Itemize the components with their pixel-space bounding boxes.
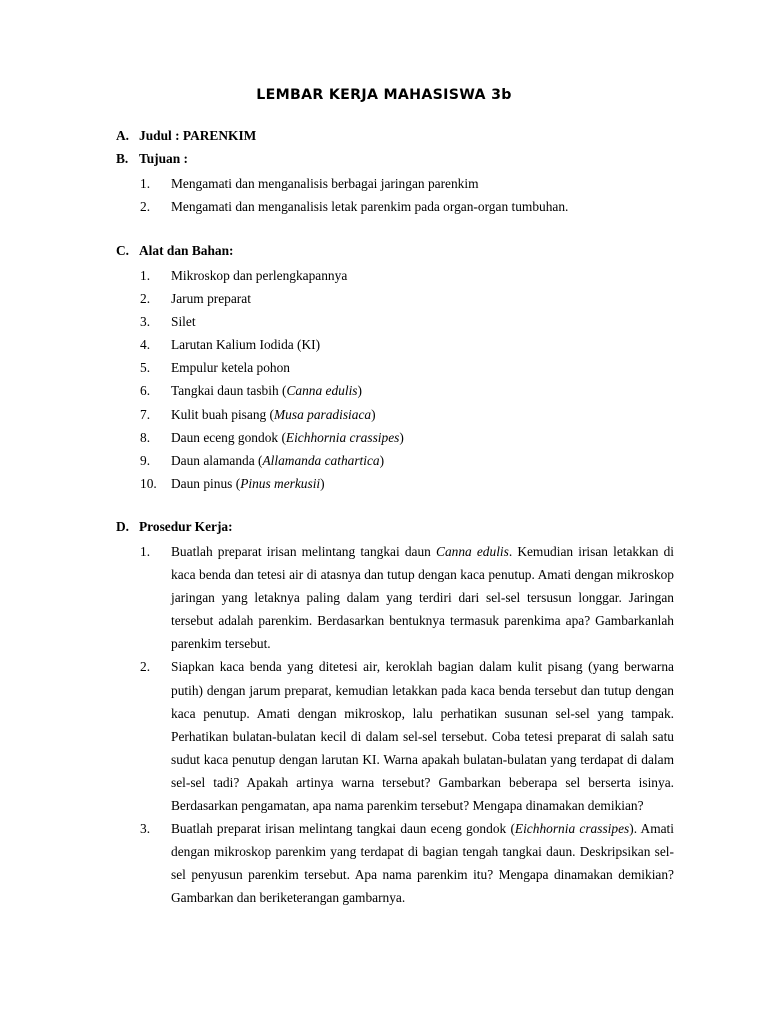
section-d-label: Prosedur Kerja: (139, 519, 233, 534)
section-a-heading (116, 128, 256, 144)
list-item: 4. Larutan Kalium Iodida (KI) (140, 337, 321, 353)
list-item: 3. Silet (140, 314, 196, 330)
list-item: 2. Jarum preparat (140, 291, 251, 307)
list-item: 8. Daun eceng gondok (Eichhornia crassipes) (140, 429, 404, 445)
section-a-letter: A. (116, 128, 130, 143)
tujuan-list (140, 172, 568, 218)
list-item: 9. Daun alamanda (Allamanda cathartica) (140, 452, 385, 468)
list-item: 7. Kulit buah pisang (Musa paradisiaca) (140, 406, 376, 422)
list-item: 1. Mikroskop dan perlengkapannya (140, 268, 348, 283)
list-item: 10. Daun pinus (Pinus merkusii) (140, 475, 325, 491)
list-item: 5. Empulur ketela pohon (140, 360, 290, 376)
page-title: LEMBAR KERJA MAHASISWA 3b (256, 87, 512, 103)
section-b-heading (116, 151, 188, 167)
list-item: 6. Tangkai daun tasbih (Canna edulis) (140, 383, 362, 399)
section-b-label: Tujuan : (139, 151, 189, 166)
section-d-letter: D. (116, 519, 130, 534)
section-b-letter: B. (116, 151, 129, 166)
section-c-letter: C. (116, 243, 130, 258)
alat-bahan-list (140, 264, 404, 495)
prosedur-list (140, 540, 674, 910)
list-item: 1. Mengamati dan menganalisis berbagai jaringan parenkim (140, 176, 479, 191)
section-d-heading (116, 519, 233, 535)
procedure-step: 2. Siapkan kaca benda yang ditetesi air, keroklah bagian dalam kulit pisang (yang berwarna putih) dengan jarum preparat, kemudian letakkan pada kaca benda tersebut dan tutup dengan kaca penutup. Amati dengan mikroskop, lalu perhatikan susunan sel-sel yang tampak. Perhatikan bulatan-bulatan kecil di dalam sel-sel tersebut. Coba tetesi preparat di salah satu sudut kaca penutup dengan larutan KI. Warna apakah bulatan-bulatan yang terdapat di dalam sel-sel tadi? Apakah artinya warna tersebut? Gambarkan beberapa sel berserta isinya. Berdasarkan pengamatan, apa nama parenkim tersebut? Mengapa dinamakan demikian? (140, 659, 674, 814)
section-c-label: Alat dan Bahan: (139, 243, 234, 258)
section-c-heading (116, 243, 234, 259)
list-item: 2. Mengamati dan menganalisis letak parenkim pada organ-organ tumbuhan. (140, 199, 569, 215)
procedure-step: 3. Buatlah preparat irisan melintang tangkai daun eceng gondok (Eichhornia crassipes). Amati dengan mikroskop parenkim yang terdapat di bagian tengah tangkai daun. Deskripsikan sel-sel penyusun parenkim tersebut. Apa nama parenkim itu? Mengapa dinamakan demikian? Gambarkan dan beriketerangan gambarnya. (140, 821, 674, 906)
procedure-step: 1. Buatlah preparat irisan melintang tangkai daun Canna edulis. Kemudian irisan letakkan di kaca benda dan tetesi air di atasnya dan tutup dengan kaca penutup. Amati dengan mikroskop jaringan yang letaknya paling dalam yang terdiri dari sel-sel tersusun longgar. Jaringan tersebut adalah parenkim. Berdasarkan bentuknya termasuk parenkima apa? Gambarkanlah parenkim tersebut. (140, 544, 674, 652)
section-a-label: Judul : PARENKIM (139, 128, 257, 143)
